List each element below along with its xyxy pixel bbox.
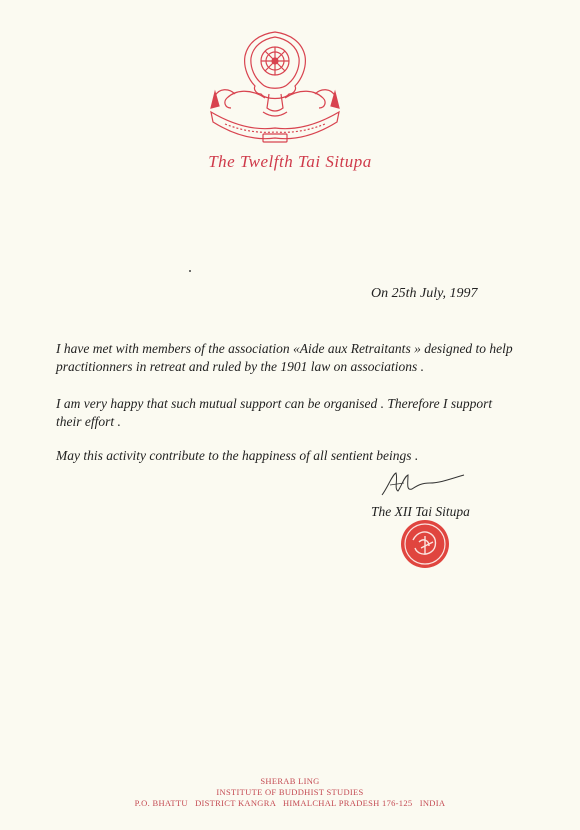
- letterhead-title: The Twelfth Tai Situpa: [208, 152, 372, 171]
- letter-paragraph-2: I am very happy that such mutual support can be organised . Therefore I support their effort .: [56, 396, 493, 429]
- dharma-wheel-emblem-icon: [205, 28, 345, 144]
- footer-line-3: P.O. BHATTU DISTRICT KANGRA HIMALCHAL PRADESH 176-125 INDIA: [134, 798, 446, 808]
- handwritten-signature-icon: [378, 465, 468, 501]
- letterhead-footer: [0, 776, 580, 809]
- letter-paragraph-1: I have met with members of the association «Aide aux Retraitants » designed to help practitionners in retreat and ruled by the 1901 law on associations .: [56, 341, 513, 374]
- letter-paragraph-3: May this activity contribute to the happiness of all sentient beings .: [56, 448, 419, 463]
- signatory-name: The XII Tai Situpa: [371, 504, 470, 519]
- red-seal-stamp-icon: [399, 518, 451, 570]
- paper-speck: [189, 270, 191, 272]
- footer-line-1: SHERAB LING: [260, 776, 320, 786]
- letter-date: On 25th July, 1997: [371, 286, 478, 301]
- footer-line-2: INSTITUTE OF BUDDHIST STUDIES: [216, 787, 364, 797]
